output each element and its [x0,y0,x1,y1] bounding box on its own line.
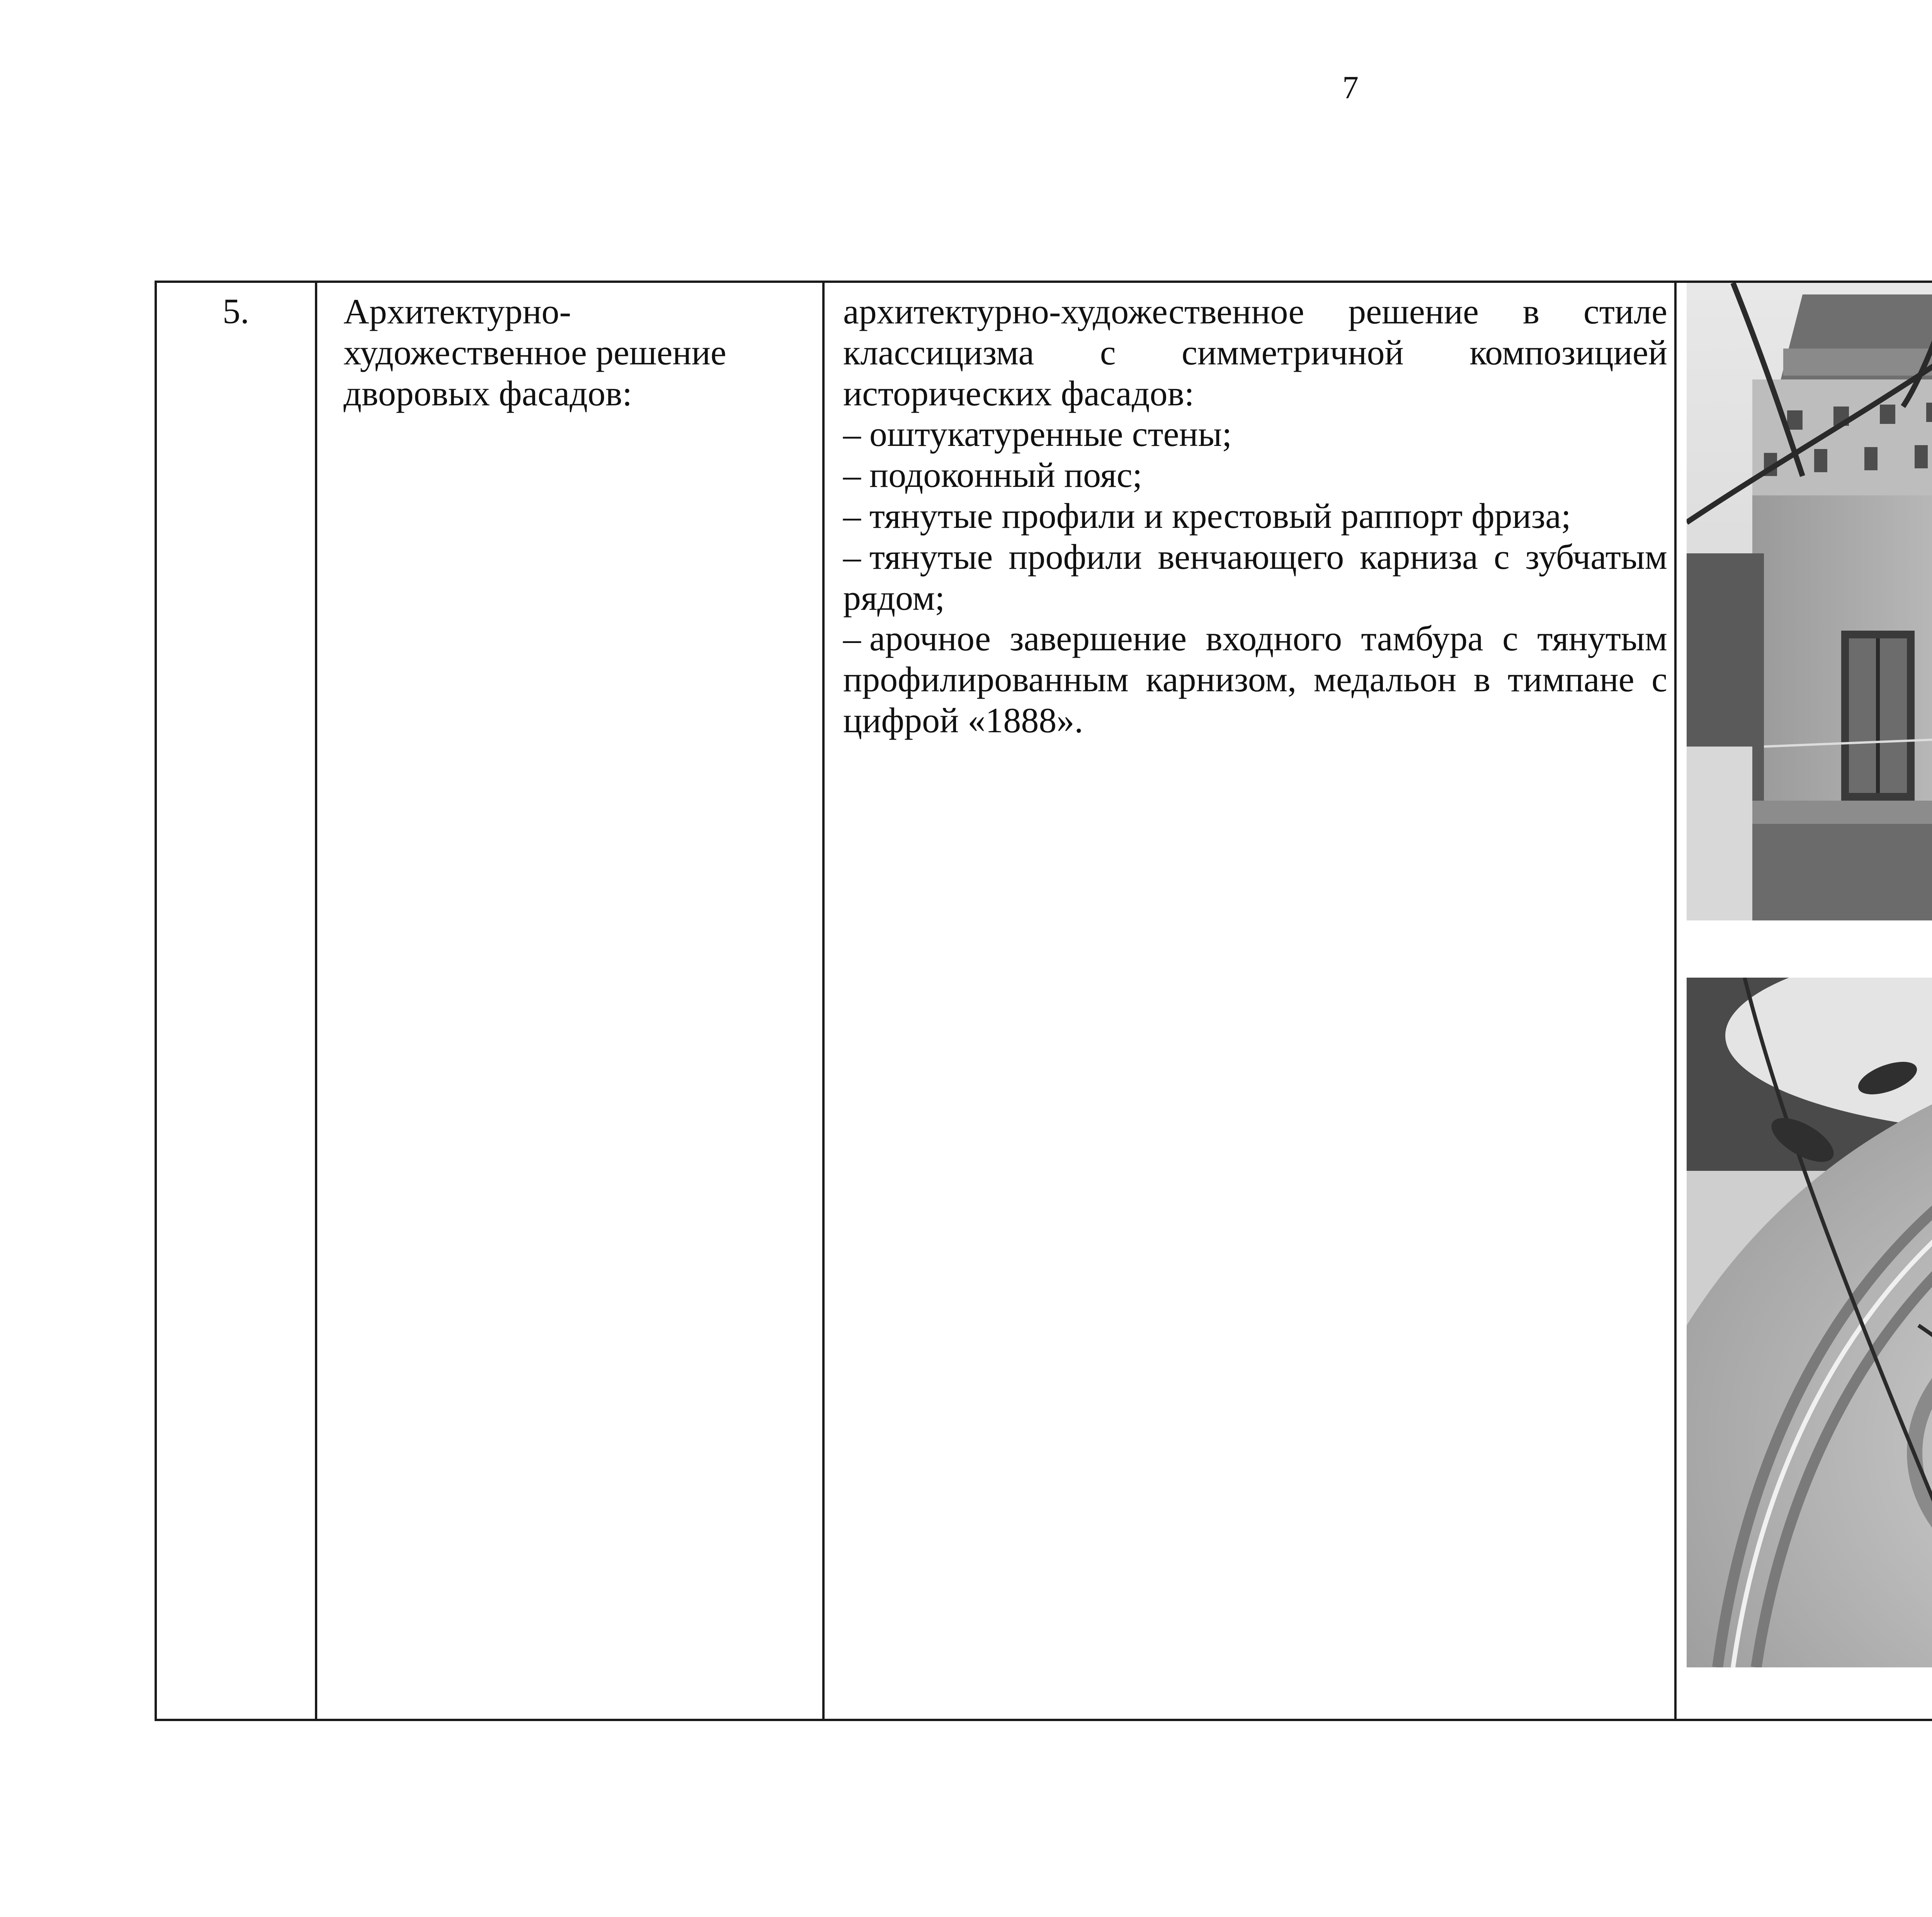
page-number: 7 [1342,70,1359,105]
description-list [843,414,1667,741]
row-title: Архитектурно-художественное решение дворовых фасадов: [316,282,823,1720]
facade-table [155,281,1932,1721]
medallion-closeup-photo [1687,978,1932,1667]
medallion-image [1687,978,1932,1667]
facade-image [1687,283,1932,920]
row-description [823,282,1675,1720]
description-intro: архитектурно-художественное решение в стиле классицизма с симметричной композицией исторических фасадов: [843,292,1667,413]
list-item: – оштукатуренные стены; [843,414,1232,454]
photo-cell [1675,282,1932,1720]
list-item-text: арочное завершение входного тамбура с тянутым профилированным карнизом, медальон в тимпане с цифрой «1888». [843,619,1667,740]
list-item: – тянутые профили венчающего карниза с зубчатым рядом; [843,537,1667,617]
list-item: – арочное завершение входного тамбура с тянутым профилированным карнизом, медальон в тимпане с цифрой «1888». [843,619,1667,740]
building-facade-photo [1687,283,1932,920]
list-item-text: тянутые профили и крестовый раппорт фриза; [869,496,1571,536]
list-item-text: тянутые профили венчающего карниза с зубчатым рядом; [843,537,1667,617]
list-item: – тянутые профили и крестовый раппорт фриза; [843,496,1571,536]
row-number: 5. [156,282,316,1720]
list-item-text: оштукатуренные стены; [869,414,1232,454]
list-item: – подоконный пояс; [843,455,1143,495]
list-item-text: подоконный пояс; [869,455,1143,495]
table-row [156,282,1932,1720]
